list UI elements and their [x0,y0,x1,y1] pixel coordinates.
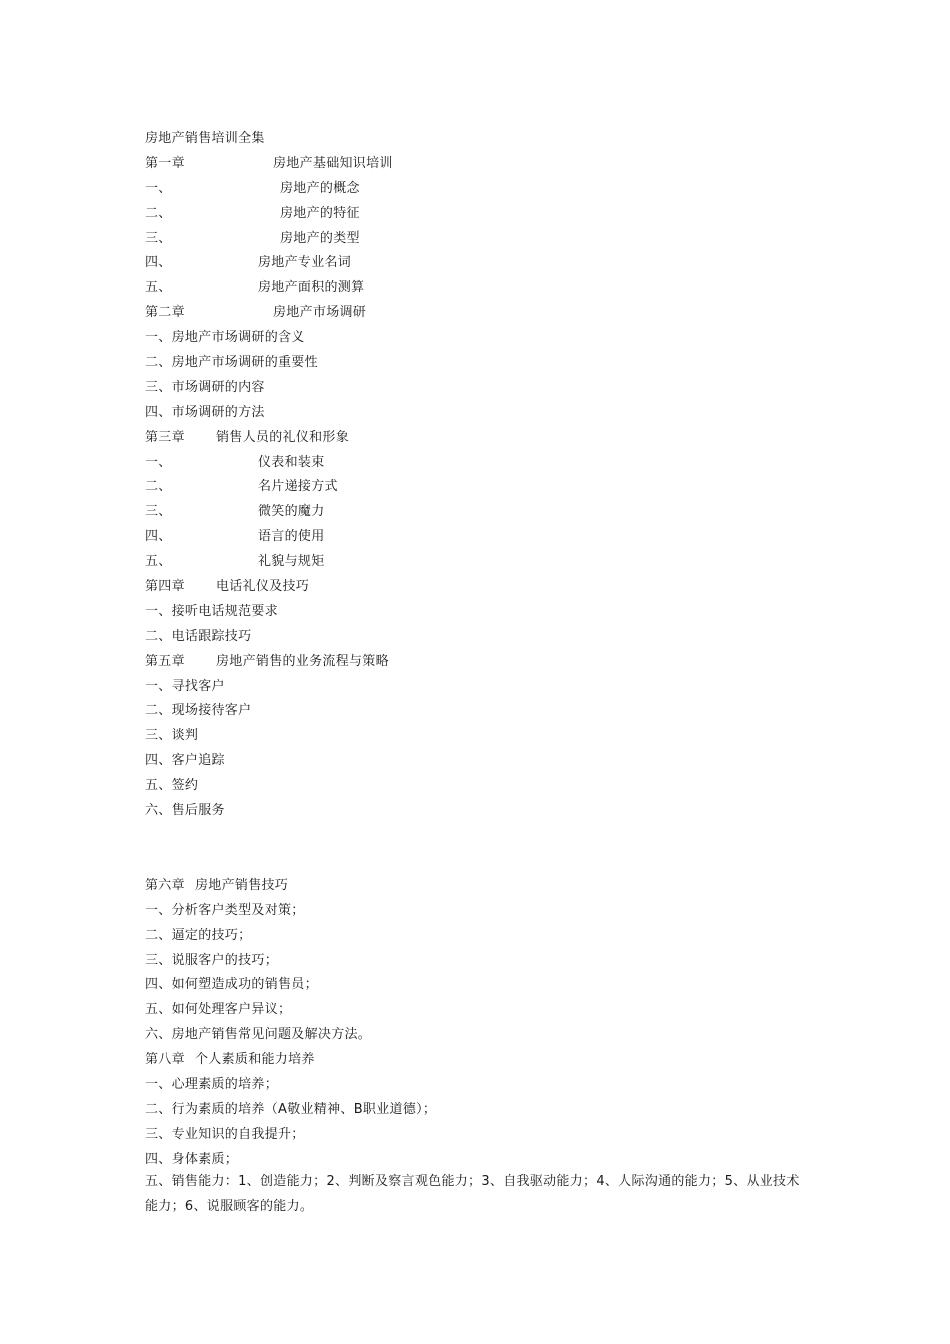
chapter-title: 个人素质和能力培养 [195,1052,315,1068]
chapter-6-heading [145,871,825,896]
item-text: 房地产面积的测算 [258,280,365,296]
item-number: 四、 [145,255,172,271]
item-number: 二、 [145,205,172,221]
item-number: 三、 [145,230,172,246]
item-text: 房地产的特征 [280,205,360,221]
chapter-5-heading [145,647,825,672]
list-item: 四、市场调研的方法 [145,404,265,420]
chapter-number: 第六章 [145,877,185,893]
chapter-title: 房地产销售技巧 [195,877,289,893]
chapter-number: 第四章 [145,578,185,594]
list-item: 三、说服客户的技巧； [145,952,279,968]
chapter-number: 第二章 [145,305,185,321]
list-item: 二、电话跟踪技巧 [145,628,252,644]
item-number: 五、 [145,554,172,570]
item-text: 房地产的类型 [280,230,360,246]
document-title: 房地产销售培训全集 [145,130,265,146]
item-text: 名片递接方式 [258,479,338,495]
list-item: 一、房地产市场调研的含义 [145,330,305,346]
item-number: 一、 [145,180,172,196]
chapter-title: 房地产基础知识培训 [273,155,393,171]
document-body [145,124,825,1219]
item-text: 房地产专业名词 [258,255,352,271]
chapter-3-heading [145,423,825,448]
chapter-title: 电话礼仪及技巧 [216,578,310,594]
list-item [145,448,825,473]
spacer [145,821,825,871]
chapter-title: 销售人员的礼仪和形象 [216,429,350,445]
list-item: 一、心理素质的培养； [145,1077,279,1092]
chapter-4-heading [145,572,825,597]
item-number: 四、 [145,529,172,545]
list-item [145,174,825,199]
list-item: 一、分析客户类型及对策； [145,902,305,918]
list-item [145,224,825,249]
list-item [145,273,825,298]
item-text: 微笑的魔力 [258,504,325,520]
list-item: 三、专业知识的自我提升； [145,1126,305,1142]
list-item: 一、接听电话规范要求 [145,603,279,619]
chapter-2-heading [145,298,825,323]
list-item: 二、行为素质的培养（A敬业精神、B职业道德）； [145,1101,437,1117]
chapter-1-heading [145,149,825,174]
list-item: 四、如何塑造成功的销售员； [145,977,318,993]
item-text: 仪表和装束 [258,454,325,470]
item-text: 房地产的概念 [280,180,360,196]
list-item: 三、市场调研的内容 [145,379,265,395]
chapter-title: 房地产市场调研 [273,305,367,321]
chapter-number: 第五章 [145,653,185,669]
item-text: 语言的使用 [258,529,325,545]
chapter-number: 第八章 [145,1052,185,1068]
list-item: 六、售后服务 [145,802,225,818]
list-item [145,522,825,547]
list-item: 一、寻找客户 [145,678,225,694]
list-item: 四、客户追踪 [145,753,225,769]
list-item: 四、身体素质； [145,1151,239,1167]
list-item: 二、房地产市场调研的重要性 [145,354,318,370]
item-number: 一、 [145,454,172,470]
list-item [145,472,825,497]
chapter-number: 第三章 [145,429,185,445]
chapter-title: 房地产销售的业务流程与策略 [216,653,389,669]
list-item [145,547,825,572]
list-item [145,199,825,224]
list-item: 三、谈判 [145,728,199,744]
item-number: 二、 [145,479,172,495]
list-item: 五、如何处理客户异议； [145,1002,292,1018]
item-number: 三、 [145,504,172,520]
item-number: 五、 [145,280,172,296]
list-item: 二、现场接待客户 [145,703,252,719]
item-text: 礼貌与规矩 [258,554,325,570]
list-item: 二、逼定的技巧； [145,927,252,943]
chapter-8-heading [145,1045,825,1070]
list-item [145,248,825,273]
list-item [145,497,825,522]
list-item: 五、销售能力：1、创造能力；2、判断及察言观色能力；3、自我驱动能力；4、人际沟通的能力；5、从业技术能力；6、说服顾客的能力。 [145,1173,800,1214]
list-item: 六、房地产销售常见问题及解决方法。 [145,1027,372,1043]
list-item: 五、签约 [145,778,199,794]
chapter-number: 第一章 [145,155,185,171]
